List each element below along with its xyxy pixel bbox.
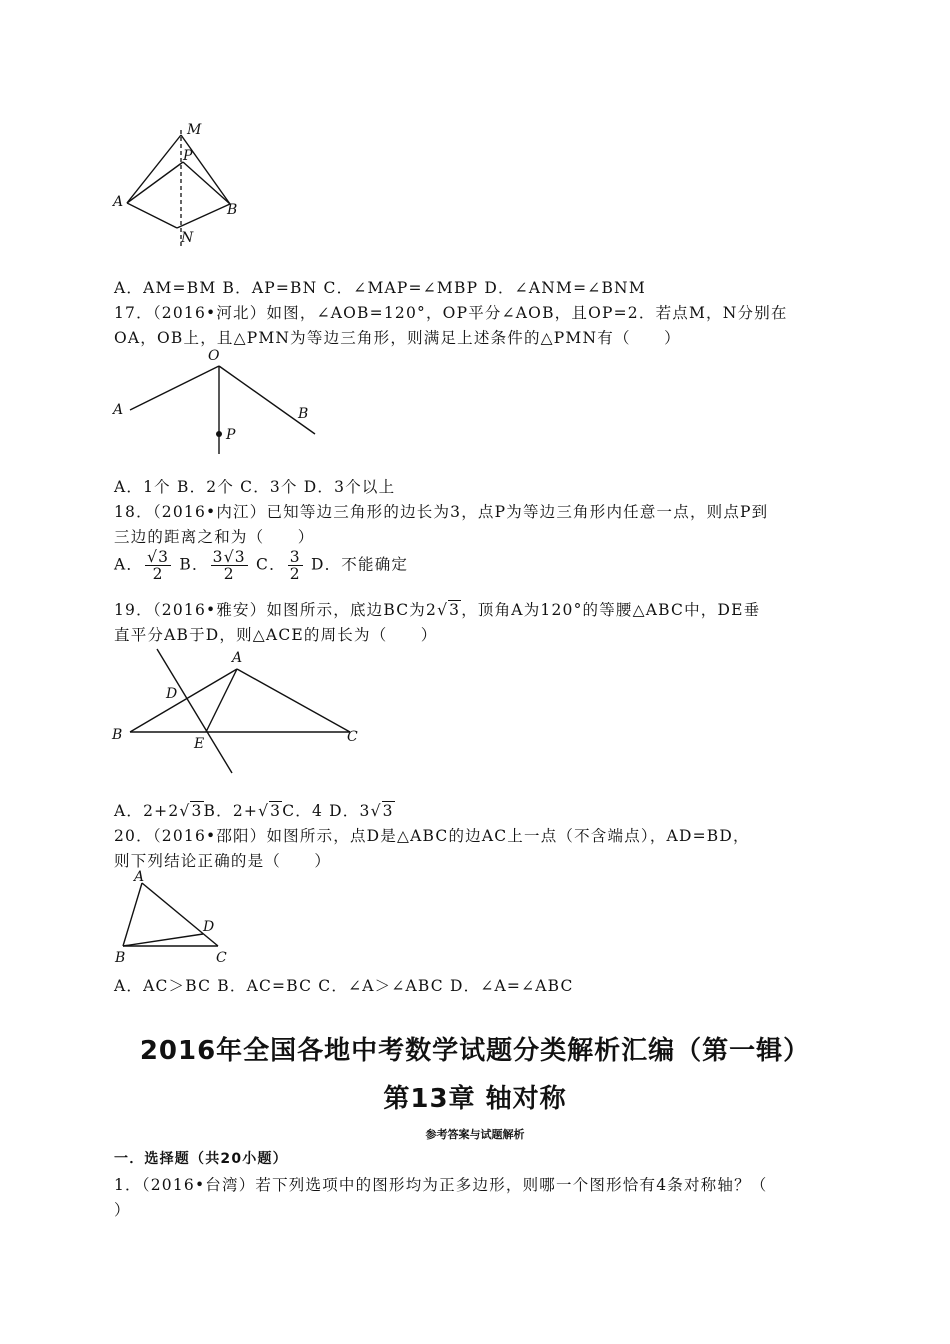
label-p: P: [226, 427, 236, 443]
fraction-b-num: 3√3: [212, 548, 246, 566]
figure-q20: [105, 866, 245, 968]
label-a: A: [113, 194, 124, 210]
q19-line2: 直平分AB于D，则△ACE的周长为（ ）: [114, 626, 438, 644]
figure-q17: [105, 342, 335, 462]
label-a: A: [113, 402, 124, 418]
q18-line2: 三边的距离之和为（ ）: [114, 528, 315, 546]
figure-q19: [105, 645, 375, 777]
q18-opt-b-label: B．: [179, 555, 209, 574]
label-d: D: [203, 919, 215, 935]
label-c: C: [216, 950, 227, 966]
label-a: A: [134, 869, 145, 885]
fraction-b: [211, 549, 248, 582]
label-b: B: [298, 406, 309, 422]
q19-opt-d-radicand: 3: [382, 802, 394, 820]
q20-options: A．AC＞BC B．AC=BC C．∠A＞∠ABC D．∠A=∠ABC: [114, 977, 574, 995]
q18-options: [114, 549, 408, 582]
q20-line2: 则下列结论正确的是（ ）: [114, 852, 332, 870]
label-e: E: [194, 736, 205, 752]
label-p: P: [183, 148, 193, 164]
q19-line1: 19．（2016•雅安）如图所示，底边BC为2√3，顶角A为120°的等腰△ABC中，DE垂: [114, 601, 761, 619]
label-b: B: [227, 202, 238, 218]
q19-line1-post: ，顶角A为120°的等腰△ABC中，DE垂: [461, 601, 761, 619]
label-a: A: [232, 650, 243, 666]
q19-line1-pre: 19．（2016•雅安）如图所示，底边BC为2: [114, 601, 438, 619]
fraction-c: [288, 549, 303, 582]
q18-opt-a-label: A．: [114, 555, 144, 574]
fraction-c-den: 2: [289, 565, 301, 583]
q19-opt-a: A．2+2: [114, 802, 180, 820]
q19-options: A．2+2√3B．2+√3C．4 D．3√3: [114, 802, 394, 820]
label-o: O: [208, 348, 220, 364]
label-d: D: [166, 686, 178, 702]
fraction-c-num: 3: [289, 548, 301, 566]
q19-opt-b: B．2+: [203, 802, 259, 820]
q19-line1-radicand: 3: [449, 601, 461, 619]
subtitle: 参考答案与试题解析: [425, 1128, 525, 1141]
q18-opt-d: D．不能确定: [310, 555, 409, 574]
q20-line1: 20．（2016•邵阳）如图所示，点D是△ABC的边AC上一点（不含端点），AD=BD，: [114, 827, 750, 845]
label-c: C: [347, 729, 358, 745]
q1-line1: 1．（2016•台湾）若下列选项中的图形均为正多边形，则哪一个图形恰有4条对称轴？（: [114, 1176, 768, 1194]
q17-line2: OA，OB上，且△PMN为等边三角形，则满足上述条件的△PMN有（ ）: [114, 329, 681, 347]
fraction-a-num: √3: [147, 548, 170, 566]
chapter-title: 第13章 轴对称: [383, 1084, 567, 1114]
q19-opt-b-radicand: 3: [270, 802, 282, 820]
label-b: B: [115, 950, 126, 966]
fraction-b-den: 2: [223, 565, 235, 583]
q1-line2: ）: [114, 1201, 131, 1219]
q18-opt-c-label: C．: [256, 555, 286, 574]
label-b: B: [112, 727, 123, 743]
figure-q16: [105, 118, 255, 248]
q16-options: A．AM=BM B．AP=BN C．∠MAP=∠MBP D．∠ANM=∠BNM: [114, 279, 646, 297]
fraction-a: [145, 549, 171, 582]
fraction-a-den: 2: [152, 565, 164, 583]
page-title: 2016年全国各地中考数学试题分类解析汇编（第一辑）: [139, 1036, 811, 1066]
label-m: M: [187, 122, 202, 138]
q18-line1: 18．（2016•内江）已知等边三角形的边长为3，点P为等边三角形内任意一点，则点P到: [114, 503, 769, 521]
q19-opt-cd: C．4 D．3: [282, 802, 371, 820]
label-n: N: [181, 230, 194, 246]
q17-options: A．1个 B．2个 C．3个 D．3个以上: [114, 478, 396, 496]
section-heading: 一．选择题（共20小题）: [114, 1151, 288, 1167]
q17-line1: 17．（2016•河北）如图，∠AOB=120°，OP平分∠AOB，且OP=2．若点M，N分别在: [114, 304, 788, 322]
q19-opt-a-radicand: 3: [191, 802, 203, 820]
